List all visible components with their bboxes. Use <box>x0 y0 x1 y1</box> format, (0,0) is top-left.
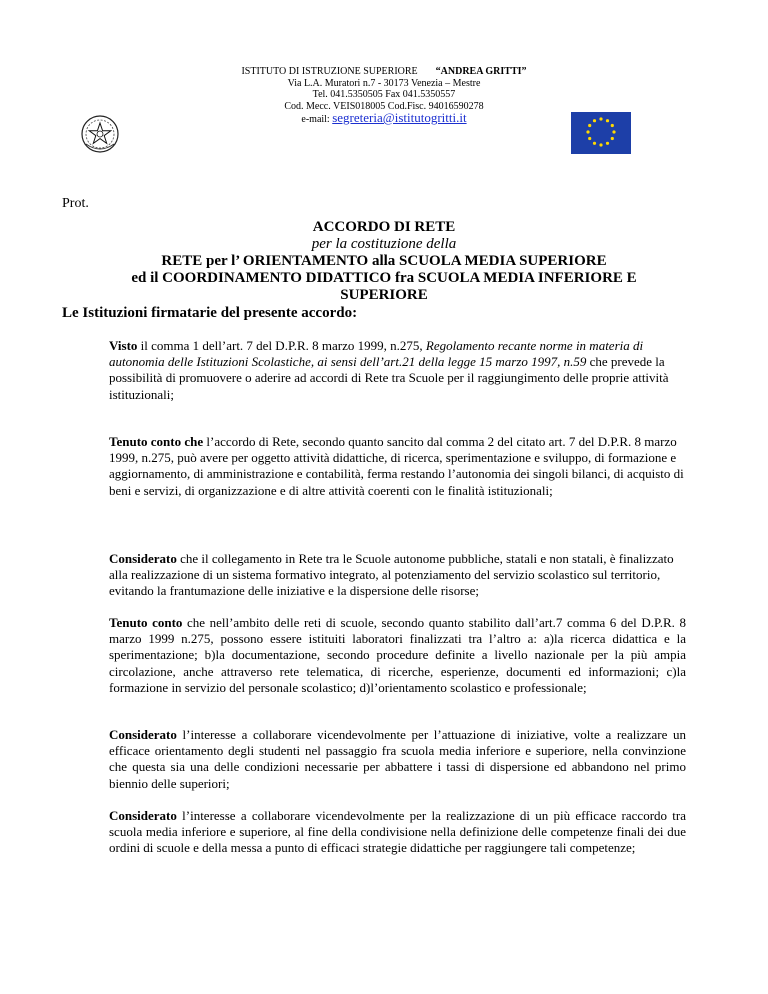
institute-line <box>0 66 768 78</box>
email-label: e-mail: <box>301 114 330 125</box>
paragraph-text: il comma 1 dell’art. 7 del D.P.R. 8 marzo 1999, n.275, <box>137 338 426 353</box>
paragraph-visto <box>109 338 686 403</box>
paragraph-considerato-2 <box>109 727 686 792</box>
protocol-label: Prot. <box>62 196 89 211</box>
paragraph-lead: Considerato <box>109 727 177 742</box>
paragraph-considerato-1 <box>109 551 686 600</box>
email-link[interactable]: segreteria@istitutogritti.it <box>332 110 467 125</box>
paragraph-italic: Regolamento recante norme in materia di autonomia delle Istituzioni Scolastiche, ai sensi dell’art.21 della legge 15 marzo 1997, n.59 <box>109 338 644 370</box>
paragraph-text: che prevede la possibilità di promuovere o aderire ad accordi di Rete tra Scuole per il raggiungimento delle proprie attività istituzionali; <box>109 354 669 402</box>
paragraph-tenuto-conto-che <box>109 434 686 499</box>
paragraph-lead: Tenuto conto <box>109 615 183 630</box>
paragraph-considerato-3 <box>109 808 686 857</box>
institute-phone-fax: Tel. 041.5350505 Fax 041.5350557 <box>312 89 456 100</box>
institute-codes: Cod. Mecc. VEIS018005 Cod.Fisc. 94016590278 <box>284 100 484 112</box>
title-line-5: SUPERIORE <box>340 287 428 303</box>
title-line-1: ACCORDO DI RETE <box>312 219 456 235</box>
paragraph-lead: Visto <box>109 338 138 353</box>
title-line-2: per la costituzione della <box>311 236 457 252</box>
paragraph-lead: Considerato <box>109 808 177 823</box>
institute-prefix: ISTITUTO DI ISTRUZIONE SUPERIORE <box>241 66 418 77</box>
document-title <box>0 219 768 304</box>
paragraph-text: che il collegamento in Rete tra le Scuole autonome pubbliche, statali e non statali, è finalizzato alla realizzazione di un sistema formativo integrato, al potenziamento del servizio scolastico sul territorio, evitando la frantumazione delle iniziative e la dispersione delle risorse; <box>109 551 674 599</box>
eu-flag-icon <box>571 112 631 154</box>
paragraph-text: l’interesse a collaborare vicendevolmente per la realizzazione di un più efficace raccordo tra scuola media inferiore e superiore, al fine della condivisione nella definizione delle competenze finali dei due ordini di scuole e della messa a punto di efficaci strategie didattiche per raggiungere tali competenze; <box>109 808 686 856</box>
italian-republic-emblem-icon <box>80 114 120 154</box>
title-line-4: ed il COORDINAMENTO DIDATTICO fra SCUOLA MEDIA INFERIORE E <box>131 270 637 286</box>
paragraph-text: l’accordo di Rete, secondo quanto sancito dal comma 2 del citato art. 7 del D.P.R. 8 marzo 1999, n.275, può avere per oggetto attività didattiche, di ricerca, sperimentazione e sviluppo, di formazione e aggiornamento, di amministrazione e contabilità, ferma restando l’autonomia dei singoli bilanci, di acquisto di beni e servizi, di organizzazione e di altre attività coerenti con le finalità istituzionali; <box>109 434 684 498</box>
institute-name: “ANDREA GRITTI” <box>435 66 527 77</box>
paragraph-text: che nell’ambito delle reti di scuole, secondo quanto stabilito dall’art.7 comma 6 del D.P.R. 8 marzo 1999 n.275, possono essere istituiti laboratori finalizzati tra l’altro a: a)la ricerca didattica e la sperimentazione; b)la documentazione, secondo procedure definite a livello nazionale per la più ampia circolazione, anche attraverso rete telematica, di ricerche, esperienze, documenti ed informazioni; c)la formazione in servizio del personale scolastico; d)l’orientamento scolastico e professionale; <box>109 615 686 695</box>
institute-address: Via L.A. Muratori n.7 - 30173 Venezia – Mestre <box>287 77 481 89</box>
paragraph-tenuto-conto <box>109 615 686 696</box>
paragraph-text: l’interesse a collaborare vicendevolmente per l’attuazione di iniziative, volte a realizzare un efficace orientamento degli studenti nel passaggio fra scuola media inferiore e superiore, nella convinzione che questa sia una delle condizioni necessarie per abbattere i tassi di dispersione ed abbandono nel primo biennio delle superiori; <box>109 727 686 791</box>
title-line-3: RETE per l’ ORIENTAMENTO alla SCUOLA MEDIA SUPERIORE <box>161 253 607 269</box>
intro-heading: Le Istituzioni firmatarie del presente accordo: <box>62 305 358 321</box>
paragraph-lead: Considerato <box>109 551 177 566</box>
paragraph-lead: Tenuto conto che <box>109 434 204 449</box>
